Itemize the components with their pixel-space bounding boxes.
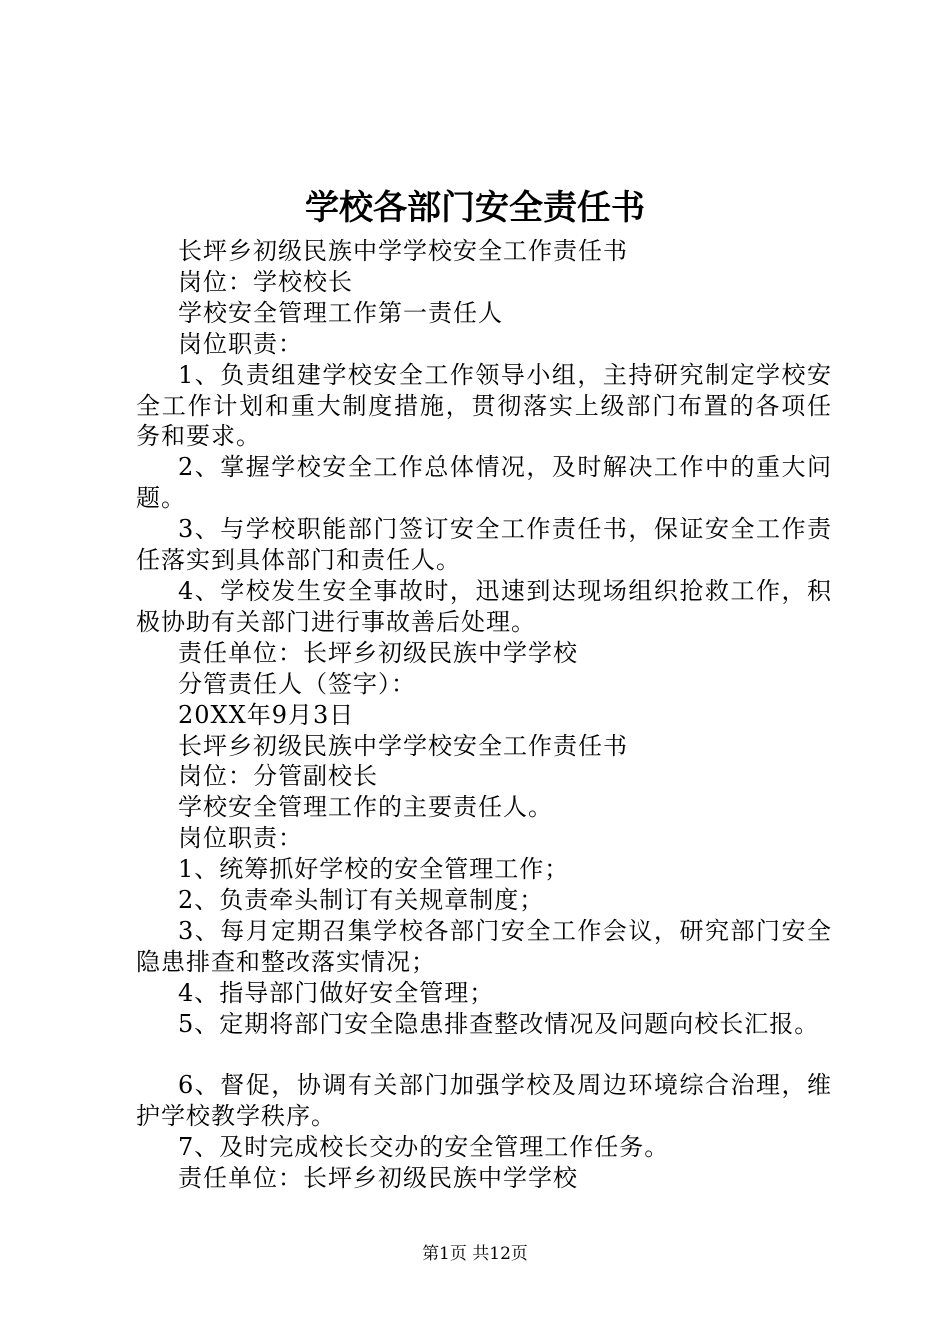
paragraph-role-2: 学校安全管理工作的主要责任人。 (178, 793, 553, 822)
paragraph-duty-2-3: 3、每月定期召集学校各部门安全工作会议，研究部门安全隐患排查和整改落实情况； (136, 916, 832, 976)
paragraph-duty-2-2: 2、负责牵头制订有关规章制度； (178, 886, 545, 915)
paragraph-duties-heading-2: 岗位职责： (178, 824, 303, 853)
document-body (136, 236, 832, 1194)
page-number-footer: 第1页 共12页 (422, 1244, 528, 1264)
paragraph-duty-2-4: 4、指导部门做好安全管理； (178, 978, 495, 1007)
paragraph-role: 学校安全管理工作第一责任人 (178, 298, 503, 327)
paragraph-duty-2-7: 7、及时完成校长交办的安全管理工作任务。 (178, 1133, 670, 1162)
paragraph-position: 岗位：学校校长 (178, 267, 353, 296)
paragraph-duty-4: 4、学校发生安全事故时，迅速到达现场组织抢救工作，积极协助有关部门进行事故善后处理。 (136, 576, 832, 636)
paragraph-duty-1: 1、负责组建学校安全工作领导小组，主持研究制定学校安全工作计划和重大制度措施，贯彻落实上级部门布置的各项任务和要求。 (136, 360, 832, 451)
paragraph-duty-2-5: 5、定期将部门安全隐患排查整改情况及问题向校长汇报。 (178, 1009, 820, 1038)
document-title: 学校各部门安全责任书 (305, 188, 645, 228)
paragraph-position-2: 岗位：分管副校长 (178, 762, 378, 791)
paragraph-duty-3: 3、与学校职能部门签订安全工作责任书，保证安全工作责任落实到具体部门和责任人。 (136, 515, 832, 575)
paragraph-duty-2-6: 6、督促，协调有关部门加强学校及周边环境综合治理，维护学校教学秩序。 (136, 1071, 832, 1131)
paragraph-responsible-unit: 责任单位：长坪乡初级民族中学学校 (178, 638, 578, 667)
paragraph-responsible-unit-2: 责任单位：长坪乡初级民族中学学校 (178, 1164, 578, 1193)
paragraph-school-name: 长坪乡初级民族中学学校安全工作责任书 (178, 237, 628, 265)
paragraph-school-name-2: 长坪乡初级民族中学学校安全工作责任书 (178, 731, 628, 760)
paragraph-duties-heading: 岗位职责： (178, 329, 303, 358)
paragraph-duty-2-1: 1、统筹抓好学校的安全管理工作； (178, 855, 570, 884)
paragraph-signature: 分管责任人（签字）： (178, 669, 416, 698)
paragraph-date: 20XX年9月3日 (178, 700, 355, 729)
paragraph-duty-2: 2、掌握学校安全工作总体情况，及时解决工作中的重大问题。 (136, 453, 832, 513)
